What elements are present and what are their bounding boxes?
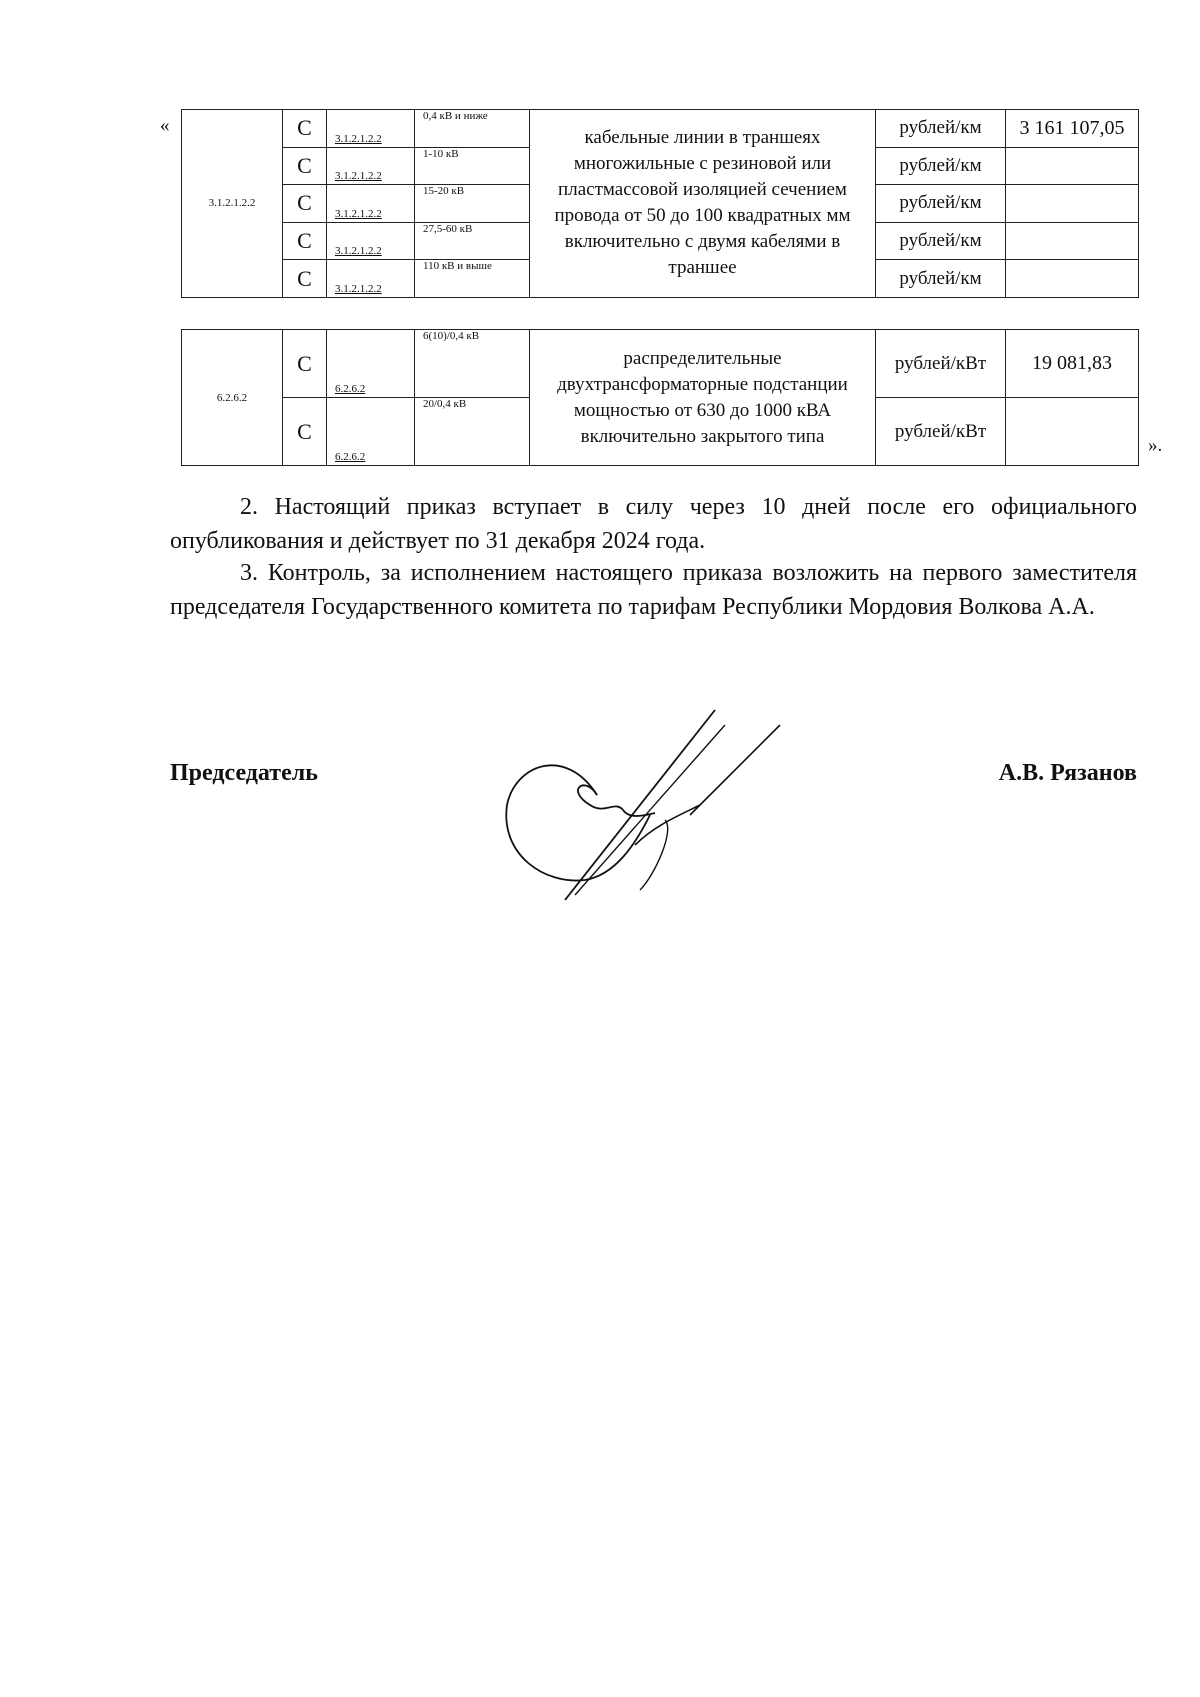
sub-code-cell	[327, 185, 415, 223]
voltage-cell: 27,5-60 кВ	[415, 222, 530, 260]
value-cell	[1006, 260, 1139, 298]
sub-code-cell	[327, 330, 415, 398]
value-cell	[1006, 398, 1139, 466]
handwritten-signature	[505, 705, 785, 905]
description-cell: кабельные линии в траншеях многожильные с резиновой или пластмассовой изоляцией сечением провода от 50 до 100 квадратных мм включительно с двумя кабелями в траншее	[530, 110, 876, 298]
voltage-cell: 0,4 кВ и ниже	[415, 110, 530, 148]
sub-code-cell	[327, 260, 415, 298]
value-cell	[1006, 222, 1139, 260]
unit-cell: рублей/кВт	[876, 330, 1006, 398]
unit-cell: рублей/кВт	[876, 398, 1006, 466]
table-row	[182, 110, 1139, 148]
sub-code-cell	[327, 147, 415, 185]
unit-cell: рублей/км	[876, 185, 1006, 223]
description-cell: распределительные двухтрансформаторные подстанции мощностью от 630 до 1000 кВА включительно закрытого типа	[530, 330, 876, 466]
letter-cell: С	[283, 260, 327, 298]
letter-cell: С	[283, 110, 327, 148]
sub-code-text: 3.1.2.1.2.2	[335, 282, 382, 295]
sub-code-cell	[327, 398, 415, 466]
value-cell	[1006, 147, 1139, 185]
signatory-position: Председатель	[170, 760, 318, 786]
main-code-cell: 6.2.6.2	[182, 330, 283, 466]
unit-cell: рублей/км	[876, 222, 1006, 260]
closing-quote: ».	[1148, 435, 1163, 456]
unit-cell: рублей/км	[876, 110, 1006, 148]
letter-cell: С	[283, 185, 327, 223]
voltage-cell: 20/0,4 кВ	[415, 398, 530, 466]
paragraph-control: 3. Контроль, за исполнением настоящего приказа возложить на первого заместителя председателя Государственного комитета по тарифам Республики Мордовия Волкова А.А.	[170, 560, 1137, 620]
table-row	[182, 330, 1139, 398]
voltage-cell: 15-20 кВ	[415, 185, 530, 223]
sub-code-text: 3.1.2.1.2.2	[335, 132, 382, 145]
unit-cell: рублей/км	[876, 260, 1006, 298]
unit-cell: рублей/км	[876, 147, 1006, 185]
main-code-cell: 3.1.2.1.2.2	[182, 110, 283, 298]
value-cell	[1006, 185, 1139, 223]
sub-code-text: 6.2.6.2	[335, 383, 366, 395]
sub-code-text: 3.1.2.1.2.2	[335, 170, 382, 183]
voltage-cell: 110 кВ и выше	[415, 260, 530, 298]
opening-quote: «	[160, 115, 170, 136]
tariff-table-substations	[181, 329, 1139, 466]
value-cell: 3 161 107,05	[1006, 110, 1139, 148]
letter-cell: С	[283, 330, 327, 398]
letter-cell: С	[283, 222, 327, 260]
sub-code-cell	[327, 110, 415, 148]
voltage-cell: 1-10 кВ	[415, 147, 530, 185]
sub-code-text: 6.2.6.2	[335, 451, 366, 463]
letter-cell: С	[283, 398, 327, 466]
paragraph-effective-date: 2. Настоящий приказ вступает в силу через 10 дней после его официального опубликования и действует по 31 декабря 2024 года.	[170, 494, 1137, 554]
voltage-cell: 6(10)/0,4 кВ	[415, 330, 530, 398]
signatory-name: А.В. Рязанов	[998, 760, 1137, 786]
sub-code-cell	[327, 222, 415, 260]
sub-code-text: 3.1.2.1.2.2	[335, 245, 382, 258]
sub-code-text: 3.1.2.1.2.2	[335, 207, 382, 220]
value-cell: 19 081,83	[1006, 330, 1139, 398]
letter-cell: С	[283, 147, 327, 185]
tariff-table-cable-lines	[181, 109, 1139, 298]
